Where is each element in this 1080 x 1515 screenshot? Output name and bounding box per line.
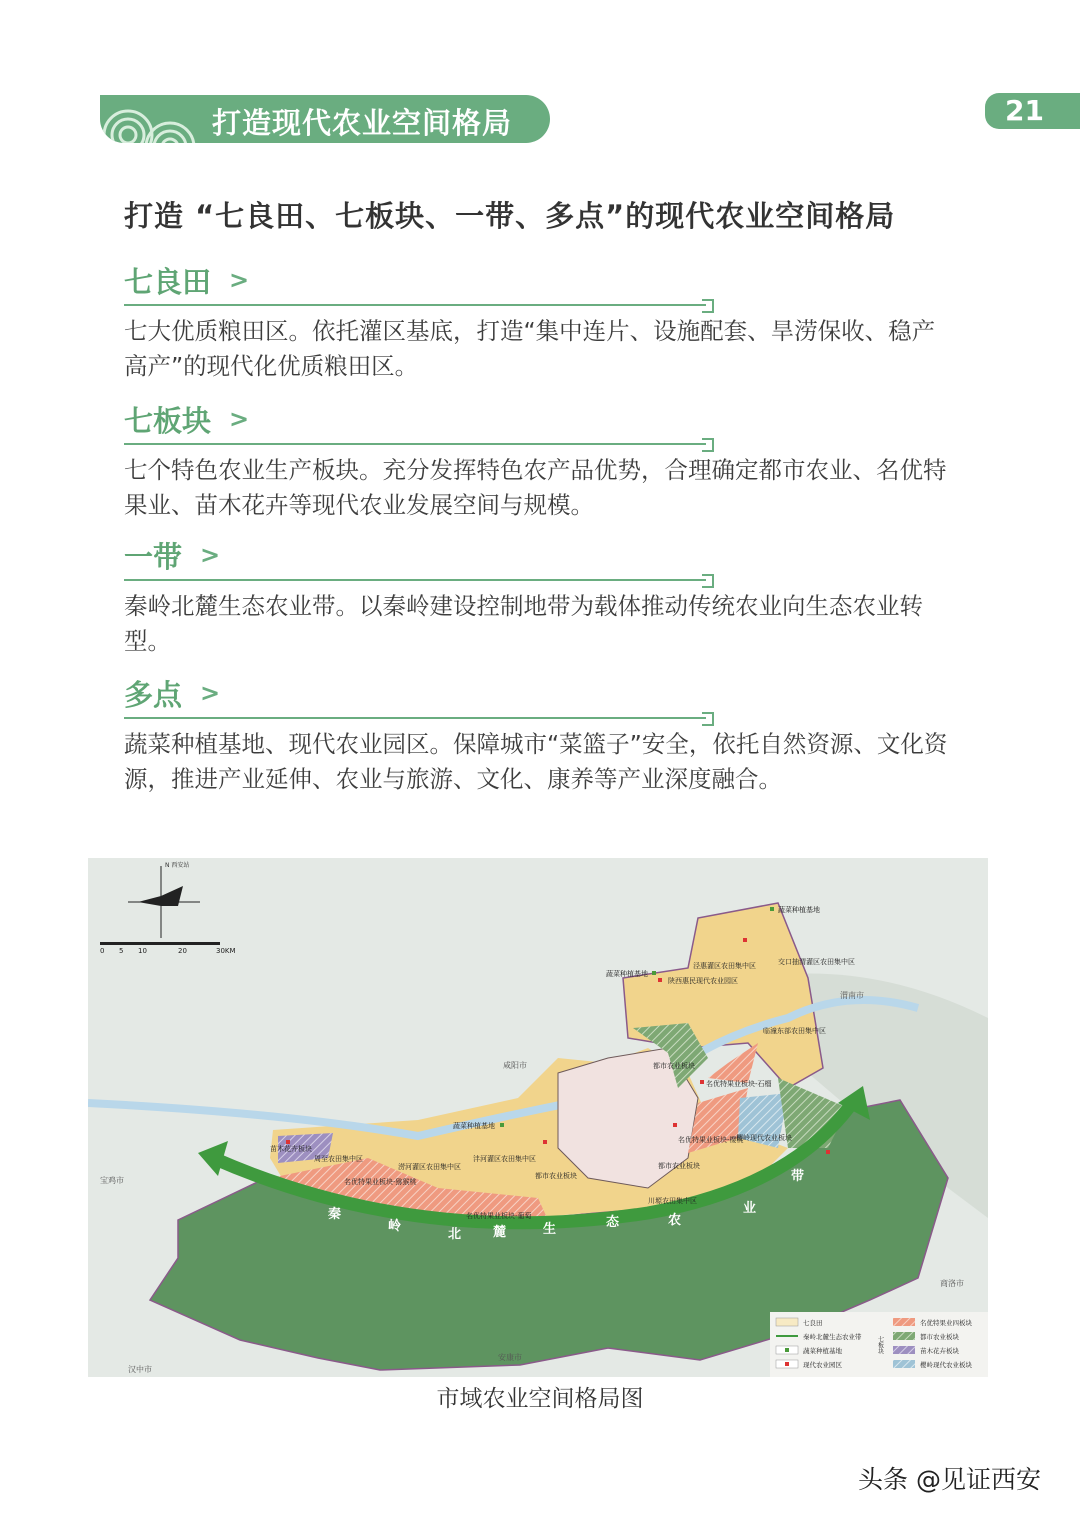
city-label: 宝鸡市 xyxy=(100,1176,124,1185)
map-label: 陕西惠民现代农业园区 xyxy=(668,977,738,985)
section-banner xyxy=(100,95,550,143)
chevron-right-icon: > xyxy=(229,266,250,294)
belt-char: 农 xyxy=(668,1213,682,1228)
city-label: 商洛市 xyxy=(940,1279,964,1288)
section-body: 秦岭北麓生态农业带。以秦岭建设控制地带为载体推动传统农业向生态农业转型。 xyxy=(124,592,923,655)
section-qiliangtian xyxy=(124,262,936,384)
map-legend xyxy=(770,1312,988,1377)
belt-char: 麓 xyxy=(493,1225,507,1240)
section-title: 一带 xyxy=(124,539,183,574)
legend-label: 苗木花卉板块 xyxy=(920,1347,959,1355)
belt-char: 态 xyxy=(606,1215,620,1230)
section-body: 七个特色农业生产板块。充分发挥特色农产品优势，合理确定都市农业、名优特果业、苗木花卉等现代农业发展空间与规模。 xyxy=(124,456,947,519)
belt-char: 生 xyxy=(543,1222,557,1237)
city-label: 渭南市 xyxy=(840,991,864,1000)
map-label: 名优特果业板块-猕猴桃 xyxy=(344,1178,417,1186)
map-label: 名优特果业板块-葡萄 xyxy=(466,1212,532,1220)
chevron-right-icon: > xyxy=(229,405,250,433)
legend-label: 蔬菜种植基地 xyxy=(803,1347,842,1355)
north-label: N 西安站 xyxy=(165,862,190,869)
scale-tick: 5 xyxy=(119,947,124,955)
scale-tick: 30KM xyxy=(216,947,236,955)
map-label: 涝河灌区农田集中区 xyxy=(398,1163,461,1171)
map-label: 交口抽渭灌区农田集中区 xyxy=(778,958,855,966)
section-duodian xyxy=(124,675,948,797)
map-label: 川塬农田集中区 xyxy=(648,1197,697,1205)
map-label: 名优特果业板块-石榴 xyxy=(706,1080,772,1088)
map-label: 都市农业板块 xyxy=(653,1062,695,1070)
map-label: 泾惠灌区农田集中区 xyxy=(693,962,756,970)
city-label: 安康市 xyxy=(498,1353,522,1362)
section-body: 蔬菜种植基地、现代农业园区。保障城市“菜篮子”安全，依托自然资源、文化资源，推进产业延伸、农业与旅游、文化、康养等产业深度融合。 xyxy=(124,730,948,793)
agriculture-spatial-map xyxy=(88,858,988,1377)
divider xyxy=(124,437,714,451)
section-banner-title: 打造现代农业空间格局 xyxy=(212,106,513,140)
legend-label: 秦岭北麓生态农业带 xyxy=(803,1333,862,1341)
scale-tick: 10 xyxy=(138,947,147,955)
belt-char: 岭 xyxy=(388,1219,402,1234)
legend-label: 名优特果业四板块 xyxy=(920,1319,972,1327)
map-label: 蔬菜种植基地 xyxy=(606,970,648,978)
section-title: 七良田 xyxy=(124,264,212,299)
map-label: 蔬菜种植基地 xyxy=(453,1122,495,1130)
section-title: 七板块 xyxy=(124,403,212,438)
page-heading: 打造 “七良田、七板块、一带、多点”的现代农业空间格局 xyxy=(124,199,896,233)
legend-label: 现代农业园区 xyxy=(803,1361,842,1369)
belt-char: 北 xyxy=(448,1227,462,1242)
legend-label: 七良田 xyxy=(803,1319,823,1327)
belt-char: 秦 xyxy=(328,1207,342,1222)
map-label: 都市农业板块 xyxy=(535,1172,577,1180)
map-label: 周至农田集中区 xyxy=(314,1155,363,1163)
map-label: 名优特果业板块-樱桃 xyxy=(678,1136,744,1144)
watermark: 头条 @见证西安 xyxy=(858,1465,1041,1494)
section-title: 多点 xyxy=(124,677,183,712)
legend-label: 都市农业板块 xyxy=(920,1333,959,1341)
wave-circles-icon xyxy=(100,95,220,143)
divider xyxy=(124,711,714,725)
section-yidai xyxy=(124,537,923,659)
map-label: 苗木花卉板块 xyxy=(270,1145,312,1153)
section-qibankuai xyxy=(124,401,947,523)
belt-char: 带 xyxy=(791,1169,805,1184)
section-body: 七大优质粮田区。依托灌区基底，打造“集中连片、设施配套、旱涝保收、稳产高产”的现代化优质粮田区。 xyxy=(124,317,936,380)
map-label: 樱岭现代农业板块 xyxy=(736,1134,792,1142)
city-label: 汉中市 xyxy=(128,1365,152,1374)
map-caption: 市域农业空间格局图 xyxy=(436,1386,644,1412)
legend-label: 樱岭现代农业板块 xyxy=(920,1361,972,1369)
map-label: 临潼东部农田集中区 xyxy=(763,1027,826,1035)
belt-char: 业 xyxy=(743,1201,757,1216)
map-label: 沣河灌区农田集中区 xyxy=(473,1155,536,1163)
city-label: 咸阳市 xyxy=(503,1061,527,1070)
chevron-right-icon: > xyxy=(200,541,221,569)
map-label: 都市农业板块 xyxy=(658,1162,700,1170)
divider xyxy=(124,298,714,312)
divider xyxy=(124,573,714,587)
map-label: 蔬菜种植基地 xyxy=(778,906,820,914)
chevron-right-icon: > xyxy=(200,679,221,707)
page-number: 21 xyxy=(985,93,1080,129)
scale-tick: 0 xyxy=(100,947,105,955)
legend-group-label: 七板块 xyxy=(876,1336,884,1354)
scale-tick: 20 xyxy=(178,947,187,955)
